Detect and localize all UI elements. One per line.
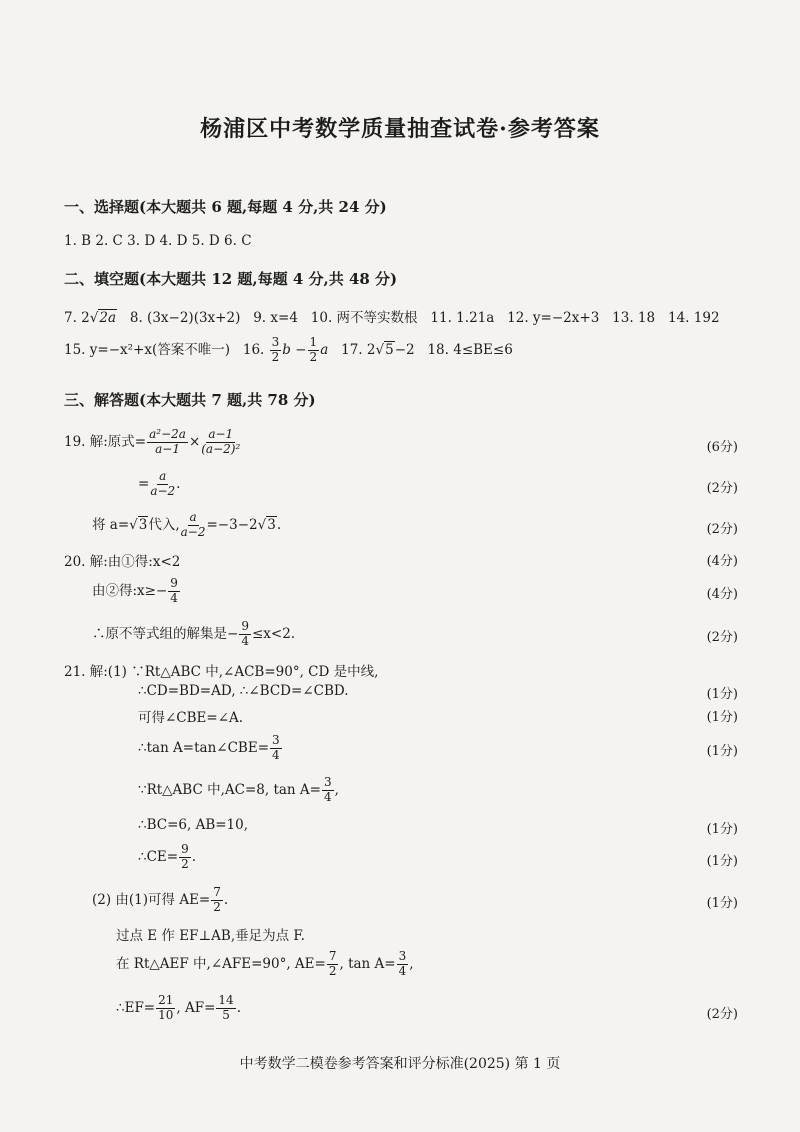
q19-fraction-2: $\frac{a-1}{\text{(a−2)²}}$ — [201, 427, 241, 456]
q8-answer: 8. (3x−2)(3x+2) — [129, 310, 241, 326]
q21-line-5: ∵Rt△ABC 中,AC=8, tan A= $\frac{3}{4}$ , — [138, 775, 339, 804]
q21-fraction-d: $\frac{3}{4}$ — [272, 733, 280, 762]
q21-line-2: ∴CD=BD=AD, ∴∠BCD=∠CBD. — [138, 683, 349, 699]
q21-score-d: (1分) — [706, 744, 738, 759]
q16-vector-b: b − — [282, 341, 307, 358]
q7-radicand: 2a — [99, 310, 117, 326]
q21-fraction-k2: $\frac{14}{5}$ — [218, 993, 234, 1022]
q21-line-3: 可得∠CBE=∠A. — [138, 710, 244, 726]
q21-score-k: (2分) — [706, 1007, 738, 1022]
sqrt-sign: √ — [257, 516, 267, 533]
fill-answers-row-2 — [64, 336, 513, 365]
page-title: 杨浦区中考数学质量抽查试卷·参考答案 — [200, 116, 600, 142]
q21-fraction-e: $\frac{3}{4}$ — [323, 775, 332, 804]
q19-score-3: (2分) — [706, 522, 738, 537]
sqrt-sign: √ — [89, 310, 99, 326]
q14-answer: 14. 192 — [668, 310, 720, 326]
fill-answers-row-1 — [64, 306, 720, 326]
section-fill-heading: 二、填空题(本大题共 12 题,每题 4 分,共 48 分) — [64, 270, 398, 288]
q11-answer: 11. 1.21a — [430, 310, 495, 326]
q20-line-2: 由②得:x≥− $\frac{9}{4}$ — [92, 576, 178, 605]
q21-line-7: ∴CE= $\frac{9}{2}$ . — [138, 842, 197, 871]
section-choice-heading: 一、选择题(本大题共 6 题,每题 4 分,共 24 分) — [64, 198, 387, 216]
q21-score-g: (1分) — [706, 854, 738, 869]
q21-score-c: (1分) — [706, 710, 738, 725]
q19-fraction-4: $\frac{a}{a-2}$ — [180, 510, 206, 539]
q17-tail: −2 — [394, 341, 415, 358]
q16-fraction-1: $\frac{3}{2}$ — [271, 335, 280, 364]
q21-line-11: ∴EF= $\frac{21}{10}$ , AF= $\frac{14}{5}$ . — [116, 993, 241, 1022]
q21-fraction-k1: $\frac{21}{10}$ — [158, 993, 174, 1022]
sqrt-sign: √ — [129, 516, 138, 533]
q21-fraction-j1: $\frac{7}{2}$ — [328, 949, 337, 978]
q21-line-8: (2) 由(1)可得 AE= $\frac{7}{2}$ . — [92, 885, 229, 914]
q21-score-h: (1分) — [706, 896, 738, 911]
q20-line-3: ∴原不等式组的解集是− $\frac{9}{4}$ ≤x<2. — [92, 619, 296, 648]
q21-fraction-g: $\frac{9}{2}$ — [181, 842, 189, 871]
q21-fraction-h: $\frac{7}{2}$ — [213, 885, 221, 914]
q20-score-2: (4分) — [706, 587, 738, 602]
q16-fraction-2: $\frac{1}{2}$ — [309, 335, 318, 364]
q19-fraction-3: $\frac{a}{a-2}$ — [150, 469, 176, 498]
q17-radicand: 5 — [385, 341, 394, 358]
q16-vector-a: a — [320, 341, 329, 358]
q15-answer: 15. y=−x²+x(答案不唯一) — [64, 341, 230, 358]
q19-line-3: 将 a=√3代入, $\frac{a}{a-2}$ =−3−2√3. — [92, 510, 282, 539]
sqrt-sign: √ — [375, 341, 385, 358]
q18-answer: 18. 4≤BE≤6 — [427, 341, 513, 358]
q7-number: 7. 2 — [64, 310, 90, 326]
q21-line-10: 在 Rt△AEF 中,∠AFE=90°, AE= $\frac{7}{2}$ , tan A= $\frac{3}{4}$ , — [116, 949, 414, 978]
choice-answers: 1. B 2. C 3. D 4. D 5. D 6. C — [64, 233, 252, 249]
q20-score-1: (4分) — [706, 554, 738, 569]
q20-fraction-1: $\frac{9}{4}$ — [170, 576, 178, 605]
q21-score-f: (1分) — [706, 822, 738, 837]
q20-score-3: (2分) — [706, 630, 738, 645]
q19-score-1: (6分) — [706, 440, 738, 455]
q16-number: 16. — [242, 341, 265, 358]
q21-line-6: ∴BC=6, AB=10, — [138, 817, 249, 833]
q19-line-1: 19. 解:原式= $\frac{\text{a²−2a}}{a-1}$ × $\frac{a-1}{\text{(a−2)²}}$ — [64, 427, 241, 456]
q19-score-2: (2分) — [706, 481, 738, 496]
q20-fraction-2: $\frac{9}{4}$ — [241, 619, 249, 648]
q19-fraction-1: $\frac{\text{a²−2a}}{a-1}$ — [149, 427, 186, 456]
q9-answer: 9. x=4 — [253, 310, 298, 326]
section-solve-heading: 三、解答题(本大题共 7 题,共 78 分) — [64, 391, 316, 409]
q12-answer: 12. y=−2x+3 — [507, 310, 600, 326]
q19-line-2: = $\frac{a}{a-2}$ . — [138, 469, 181, 498]
page-footer: 中考数学二模卷参考答案和评分标准(2025) 第 1 页 — [239, 1056, 561, 1072]
q21-line-4: ∴tan A=tan∠CBE= $\frac{3}{4}$ — [138, 733, 280, 762]
q21-fraction-j2: $\frac{3}{4}$ — [398, 949, 407, 978]
q13-answer: 13. 18 — [612, 310, 656, 326]
q20-line-1: 20. 解:由①得:x<2 — [64, 554, 181, 570]
q10-answer: 10. 两不等实数根 — [310, 310, 418, 326]
q21-score-b: (1分) — [706, 687, 738, 702]
q21-line-1: 21. 解:(1) ∵Rt△ABC 中,∠ACB=90°, CD 是中线, — [64, 664, 379, 680]
q17-number: 17. 2 — [341, 341, 376, 358]
q21-line-9: 过点 E 作 EF⊥AB,垂足为点 F. — [116, 928, 305, 944]
